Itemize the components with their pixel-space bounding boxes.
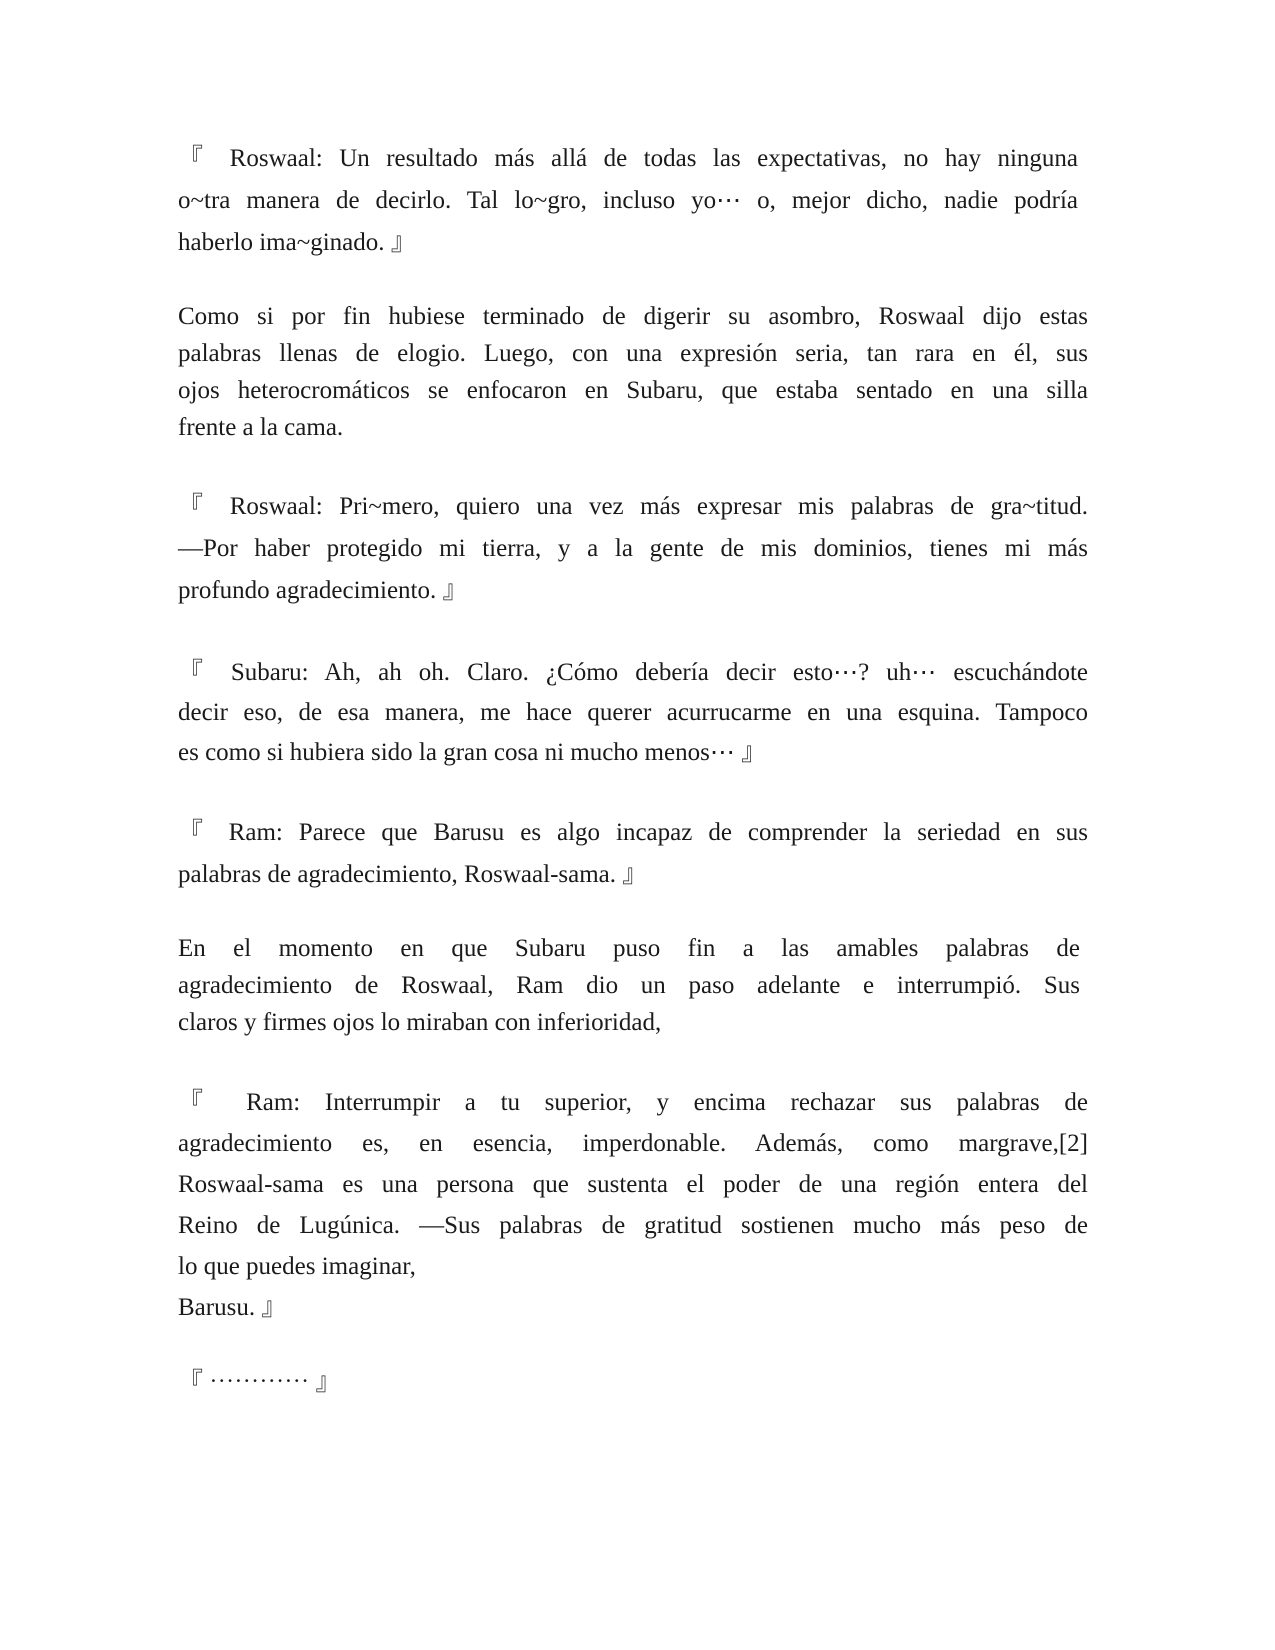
text-line: En el momento en que Subaru puso fin a las amables palabras de [178,935,1080,962]
text-line: ojos heterocromáticos se enfocaron en Subaru, que estaba sentado en una silla [178,377,1088,404]
text-line: claros y firmes ojos lo miraban con inferioridad, [178,1009,662,1036]
text-line: agradecimiento es, en esencia, imperdonable. Además, como margrave,[2] [178,1130,1088,1157]
dialogue-roswaal-1 [178,138,1078,264]
text-line: 『 Ram: Interrumpir a tu superior, y encima rechazar sus palabras de [178,1089,1088,1116]
narration-2 [178,930,1080,1041]
text-line: 『 Subaru: Ah, ah oh. Claro. ¿Cómo debería decir esto⋯? uh⋯ escuchándote [178,659,1088,686]
text-line: frente a la cama. [178,414,344,441]
dialogue-ram-2 [178,1082,1088,1328]
text-line: palabras llenas de elogio. Luego, con una expresión seria, tan rara en él, sus [178,340,1088,367]
text-line: palabras de agradecimiento, Roswaal-sama. 』 [178,861,648,888]
text-line: Barusu. 』 [178,1294,287,1321]
dialogue-silence [178,1362,578,1404]
text-line: lo que puedes imaginar, [178,1253,416,1280]
text-line: 『 ⋯⋯⋯⋯ 』 [178,1369,341,1396]
text-line: haberlo ima~ginado. 』 [178,229,416,256]
text-line: 『 Ram: Parece que Barusu es algo incapaz de comprender la seriedad en sus [178,819,1088,846]
text-line: Reino de Lugúnica. ―Sus palabras de gratitud sostienen mucho más peso de [178,1212,1088,1239]
text-line: es como si hubiera sido la gran cosa ni mucho menos⋯ 』 [178,739,767,766]
text-line: 『 Roswaal: Pri~mero, quiero una vez más expresar mis palabras de gra~titud. [178,493,1088,520]
dialogue-roswaal-2 [178,486,1088,612]
text-line: profundo agradecimiento. 』 [178,577,468,604]
text-line: Roswaal-sama es una persona que sustenta el poder de una región entera del [178,1171,1088,1198]
text-line: decir eso, de esa manera, me hace querer acurrucarme en una esquina. Tampoco [178,699,1088,726]
text-line: Como si por fin hubiese terminado de digerir su asombro, Roswaal dijo estas [178,303,1088,330]
dialogue-ram-1 [178,812,1088,896]
text-line: 『 Roswaal: Un resultado más allá de todas las expectativas, no hay ninguna [178,145,1078,172]
text-line: ―Por haber protegido mi tierra, y a la gente de mis dominios, tienes mi más [178,535,1088,562]
narration-1 [178,298,1088,446]
text-line: o~tra manera de decirlo. Tal lo~gro, incluso yo⋯ o, mejor dicho, nadie podría [178,187,1078,214]
dialogue-subaru-1 [178,653,1088,773]
text-line: agradecimiento de Roswaal, Ram dio un paso adelante e interrumpió. Sus [178,972,1080,999]
